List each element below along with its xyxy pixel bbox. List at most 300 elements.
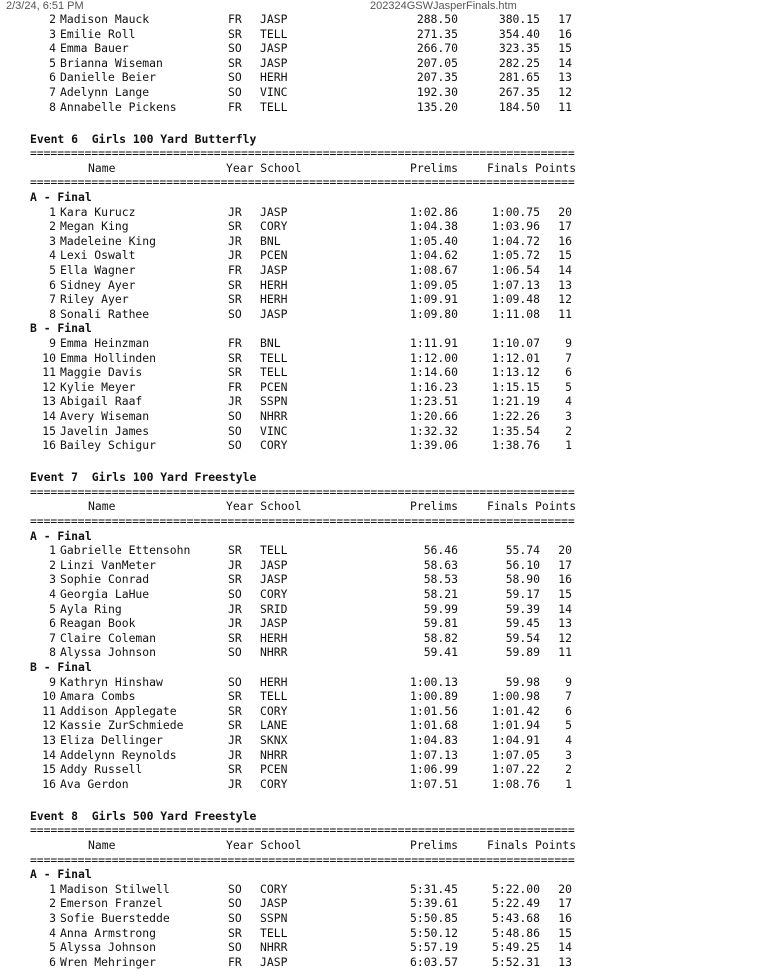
- place: 14: [42, 747, 56, 762]
- swimmer-name: Abigail Raaf: [60, 394, 143, 409]
- finals-time: 354.40: [498, 26, 540, 41]
- section-label-text: A - Final: [30, 190, 92, 205]
- school-code: PCEN: [260, 762, 288, 777]
- points: 15: [558, 586, 572, 601]
- finals-time: 1:12.01: [491, 350, 540, 365]
- swimmer-name: Riley Ayer: [60, 292, 129, 307]
- swimmer-name: Georgia LaHue: [60, 586, 150, 601]
- swimmer-year: JR: [228, 248, 242, 263]
- prelims-time: 5:39.61: [409, 896, 458, 911]
- col-year-school: Year School: [226, 160, 302, 175]
- finals-time: 1:38.76: [491, 438, 540, 453]
- swimmer-name: Megan King: [60, 219, 129, 234]
- event-title-text: Event 8 Girls 500 Yard Freestyle: [30, 808, 257, 823]
- place: 2: [49, 896, 56, 911]
- result-row: [0, 380, 768, 395]
- result-row: [0, 12, 768, 27]
- prelims-time: 1:23.51: [409, 394, 458, 409]
- prelims-time: 266.70: [416, 41, 458, 56]
- swimmer-name: Gabrielle Ettensohn: [60, 543, 191, 558]
- points: 13: [558, 70, 572, 85]
- spacer: [0, 791, 768, 809]
- prelims-time: 1:09.91: [409, 292, 458, 307]
- prelims-time: 288.50: [416, 12, 458, 26]
- school-code: JASP: [260, 616, 288, 631]
- swimmer-year: SO: [228, 84, 242, 99]
- prelims-time: 1:14.60: [409, 365, 458, 380]
- result-row: [0, 394, 768, 409]
- swimmer-year: JR: [228, 233, 242, 248]
- school-code: SKNX: [260, 732, 288, 747]
- place: 8: [49, 645, 56, 660]
- swimmer-year: JR: [228, 601, 242, 616]
- prelims-time: 1:04.62: [409, 248, 458, 263]
- result-row: [0, 602, 768, 617]
- finals-time: 1:21.19: [491, 394, 540, 409]
- finals-time: 1:11.08: [491, 306, 540, 321]
- prelims-time: 135.20: [416, 99, 458, 114]
- swimmer-name: Addison Applegate: [60, 703, 177, 718]
- prelims-time: 5:50.12: [409, 925, 458, 940]
- points: 9: [565, 674, 572, 689]
- separator-line: [0, 175, 768, 190]
- finals-time: 1:09.48: [491, 292, 540, 307]
- finals-time: 55.74: [505, 543, 540, 558]
- result-row: [0, 587, 768, 602]
- place: 4: [49, 248, 56, 263]
- swimmer-year: SO: [228, 586, 242, 601]
- school-code: TELL: [260, 925, 288, 940]
- swimmer-year: SO: [228, 423, 242, 438]
- result-row: [0, 292, 768, 307]
- swimmer-name: Javelin James: [60, 423, 150, 438]
- section-label-text: B - Final: [30, 659, 92, 674]
- finals-time: 323.35: [498, 41, 540, 56]
- result-row: [0, 631, 768, 646]
- separator: ================================================================================: [30, 484, 575, 499]
- prelims-time: 1:05.40: [409, 233, 458, 248]
- result-row: [0, 762, 768, 777]
- swimmer-year: SO: [228, 881, 242, 896]
- spacer: [0, 114, 768, 132]
- finals-time: 1:07.05: [491, 747, 540, 762]
- school-code: JASP: [260, 263, 288, 277]
- school-code: BNL: [260, 233, 281, 248]
- swimmer-name: Madison Mauck: [60, 12, 150, 26]
- prelims-time: 1:32.32: [409, 423, 458, 438]
- points: 6: [565, 703, 572, 718]
- finals-time: 59.45: [505, 616, 540, 631]
- place: 10: [42, 689, 56, 704]
- result-row: [0, 718, 768, 733]
- result-row: [0, 219, 768, 234]
- swimmer-year: SR: [228, 277, 242, 292]
- event-title: [0, 132, 768, 147]
- prelims-time: 5:57.19: [409, 940, 458, 955]
- swimmer-name: Kylie Meyer: [60, 379, 136, 394]
- school-code: TELL: [260, 365, 288, 380]
- swimmer-name: Kathryn Hinshaw: [60, 674, 163, 689]
- result-row: [0, 27, 768, 42]
- swimmer-name: Danielle Beier: [60, 70, 157, 85]
- finals-time: 1:10.07: [491, 335, 540, 350]
- swimmer-name: Alyssa Johnson: [60, 645, 157, 660]
- swimmer-name: Sophie Conrad: [60, 572, 150, 587]
- school-code: TELL: [260, 350, 288, 365]
- result-row: [0, 41, 768, 56]
- result-row: [0, 689, 768, 704]
- place: 1: [49, 881, 56, 896]
- prelims-time: 271.35: [416, 26, 458, 41]
- points: 13: [558, 954, 572, 969]
- result-row: [0, 558, 768, 573]
- school-code: TELL: [260, 26, 288, 41]
- swimmer-name: Eliza Dellinger: [60, 732, 163, 747]
- result-row: [0, 940, 768, 955]
- points: 17: [558, 557, 572, 572]
- result-row: [0, 882, 768, 897]
- result-row: [0, 424, 768, 439]
- result-row: [0, 234, 768, 249]
- place: 2: [49, 557, 56, 572]
- finals-time: 1:22.26: [491, 408, 540, 423]
- place: 4: [49, 925, 56, 940]
- points: 12: [558, 292, 572, 307]
- finals-time: 5:22.49: [491, 896, 540, 911]
- place: 1: [49, 204, 56, 219]
- swimmer-year: SR: [228, 26, 242, 41]
- place: 15: [42, 423, 56, 438]
- separator-line: [0, 485, 768, 500]
- swimmer-name: Avery Wiseman: [60, 408, 150, 423]
- finals-time: 59.54: [505, 630, 540, 645]
- school-code: NHRR: [260, 645, 288, 660]
- swimmer-year: JR: [228, 732, 242, 747]
- prelims-time: 207.35: [416, 70, 458, 85]
- swimmer-name: Emma Bauer: [60, 41, 129, 56]
- result-row: [0, 777, 768, 792]
- swimmer-name: Emerson Franzel: [60, 896, 163, 911]
- swimmer-year: FR: [228, 379, 242, 394]
- points: 1: [565, 438, 572, 453]
- prelims-time: 207.05: [416, 55, 458, 70]
- swimmer-year: SR: [228, 718, 242, 733]
- school-code: JASP: [260, 306, 288, 321]
- swimmer-name: Emma Heinzman: [60, 335, 150, 350]
- prelims-time: 1:20.66: [409, 408, 458, 423]
- points: 1: [565, 776, 572, 791]
- swimmer-year: SO: [228, 408, 242, 423]
- points: 5: [565, 718, 572, 733]
- col-prelims: Prelims: [409, 499, 458, 514]
- place: 5: [49, 940, 56, 955]
- finals-time: 1:06.54: [491, 263, 540, 277]
- prelims-time: 5:31.45: [409, 881, 458, 896]
- prelims-time: 1:00.13: [409, 674, 458, 689]
- prelims-time: 59.81: [423, 616, 458, 631]
- section-label: [0, 321, 768, 336]
- finals-time: 1:03.96: [491, 219, 540, 234]
- result-row: [0, 70, 768, 85]
- prelims-time: 1:07.51: [409, 776, 458, 791]
- swimmer-year: SO: [228, 910, 242, 925]
- swimmer-name: Addy Russell: [60, 762, 143, 777]
- place: 2: [49, 12, 56, 26]
- result-row: [0, 955, 768, 970]
- swimmer-year: JR: [228, 394, 242, 409]
- section-label: [0, 660, 768, 675]
- swimmer-year: JR: [228, 747, 242, 762]
- finals-time: 1:01.94: [491, 718, 540, 733]
- prelims-time: 58.82: [423, 630, 458, 645]
- place: 7: [49, 292, 56, 307]
- col-year-school: Year School: [226, 837, 302, 852]
- finals-time: 184.50: [498, 99, 540, 114]
- school-code: NHRR: [260, 747, 288, 762]
- place: 6: [49, 70, 56, 85]
- place: 10: [42, 350, 56, 365]
- result-row: [0, 100, 768, 115]
- swimmer-name: Amara Combs: [60, 689, 136, 704]
- place: 3: [49, 572, 56, 587]
- event-title: [0, 470, 768, 485]
- prelims-time: 1:00.89: [409, 689, 458, 704]
- place: 1: [49, 543, 56, 558]
- points: 5: [565, 379, 572, 394]
- swimmer-year: SR: [228, 543, 242, 558]
- separator: ================================================================================: [30, 852, 575, 867]
- section-label-text: A - Final: [30, 528, 92, 543]
- separator: ================================================================================: [30, 146, 575, 161]
- swimmer-year: JR: [228, 557, 242, 572]
- prelims-time: 58.63: [423, 557, 458, 572]
- result-row: [0, 351, 768, 366]
- result-row: [0, 365, 768, 380]
- swimmer-name: Linzi VanMeter: [60, 557, 157, 572]
- place: 2: [49, 219, 56, 234]
- separator: ================================================================================: [30, 823, 575, 838]
- section-label-text: B - Final: [30, 321, 92, 336]
- points: 3: [565, 408, 572, 423]
- place: 8: [49, 306, 56, 321]
- swimmer-name: Maggie Davis: [60, 365, 143, 380]
- spacer: [0, 453, 768, 471]
- col-name: Name: [88, 837, 116, 852]
- points: 12: [558, 84, 572, 99]
- school-code: HERH: [260, 630, 288, 645]
- swimmer-name: Ava Gerdon: [60, 776, 129, 791]
- swimmer-name: Alyssa Johnson: [60, 940, 157, 955]
- school-code: JASP: [260, 204, 288, 219]
- finals-time: 1:35.54: [491, 423, 540, 438]
- swimmer-year: SR: [228, 219, 242, 234]
- print-header: [0, 0, 768, 12]
- place: 14: [42, 408, 56, 423]
- points: 16: [558, 572, 572, 587]
- school-code: SSPN: [260, 394, 288, 409]
- col-prelims: Prelims: [409, 160, 458, 175]
- column-header: [0, 499, 768, 514]
- points: 13: [558, 277, 572, 292]
- place: 5: [49, 55, 56, 70]
- swimmer-name: Kara Kurucz: [60, 204, 136, 219]
- finals-time: 59.39: [505, 601, 540, 616]
- points: 14: [558, 601, 572, 616]
- swimmer-year: SR: [228, 689, 242, 704]
- result-row: [0, 748, 768, 763]
- points: 9: [565, 335, 572, 350]
- place: 11: [42, 365, 56, 380]
- prelims-time: 1:11.91: [409, 335, 458, 350]
- place: 16: [42, 438, 56, 453]
- finals-time: 1:00.98: [491, 689, 540, 704]
- finals-time: 281.65: [498, 70, 540, 85]
- swimmer-year: JR: [228, 776, 242, 791]
- school-code: CORY: [260, 586, 288, 601]
- swimmer-year: JR: [228, 616, 242, 631]
- finals-time: 59.17: [505, 586, 540, 601]
- school-code: CORY: [260, 776, 288, 791]
- school-code: SSPN: [260, 910, 288, 925]
- finals-time: 5:48.86: [491, 925, 540, 940]
- finals-time: 1:07.22: [491, 762, 540, 777]
- points: 14: [558, 940, 572, 955]
- prelims-time: 1:08.67: [409, 263, 458, 277]
- swimmer-year: SR: [228, 365, 242, 380]
- points: 14: [558, 55, 572, 70]
- prelims-time: 58.53: [423, 572, 458, 587]
- prelims-time: 1:01.56: [409, 703, 458, 718]
- swimmer-year: SO: [228, 645, 242, 660]
- school-code: CORY: [260, 881, 288, 896]
- prelims-time: 1:06.99: [409, 762, 458, 777]
- swimmer-year: JR: [228, 204, 242, 219]
- swimmer-name: Emma Hollinden: [60, 350, 157, 365]
- school-code: JASP: [260, 55, 288, 70]
- swimmer-name: Wren Mehringer: [60, 954, 157, 969]
- school-code: BNL: [260, 335, 281, 350]
- prelims-time: 1:09.05: [409, 277, 458, 292]
- swimmer-name: Bailey Schigur: [60, 438, 157, 453]
- school-code: TELL: [260, 99, 288, 114]
- school-code: TELL: [260, 543, 288, 558]
- finals-time: 5:22.00: [491, 881, 540, 896]
- separator-line: [0, 823, 768, 838]
- place: 8: [49, 99, 56, 114]
- place: 7: [49, 84, 56, 99]
- points: 2: [565, 762, 572, 777]
- points: 16: [558, 910, 572, 925]
- section-label: [0, 190, 768, 205]
- result-row: [0, 278, 768, 293]
- swimmer-year: FR: [228, 12, 242, 26]
- prelims-time: 58.21: [423, 586, 458, 601]
- result-row: [0, 336, 768, 351]
- swimmer-year: SR: [228, 350, 242, 365]
- swimmer-name: Lexi Oswalt: [60, 248, 136, 263]
- points: 14: [558, 263, 572, 277]
- prelims-time: 1:07.13: [409, 747, 458, 762]
- swimmer-name: Ayla Ring: [60, 601, 122, 616]
- school-code: JASP: [260, 954, 288, 969]
- swimmer-name: Reagan Book: [60, 616, 136, 631]
- swimmer-year: SO: [228, 70, 242, 85]
- finals-time: 1:01.42: [491, 703, 540, 718]
- finals-time: 5:43.68: [491, 910, 540, 925]
- print-date: 2/3/24, 6:51 PM: [6, 0, 84, 12]
- place: 3: [49, 233, 56, 248]
- finals-time: 267.35: [498, 84, 540, 99]
- result-row: [0, 911, 768, 926]
- swimmer-year: SR: [228, 703, 242, 718]
- result-row: [0, 926, 768, 941]
- prelims-time: 1:02.86: [409, 204, 458, 219]
- prelims-time: 1:16.23: [409, 379, 458, 394]
- finals-time: 1:00.75: [491, 204, 540, 219]
- result-row: [0, 248, 768, 263]
- place: 11: [42, 703, 56, 718]
- points: 15: [558, 925, 572, 940]
- finals-time: 5:52.31: [491, 954, 540, 969]
- points: 20: [558, 204, 572, 219]
- prelims-time: 1:04.38: [409, 219, 458, 234]
- points: 11: [558, 99, 572, 114]
- school-code: PCEN: [260, 248, 288, 263]
- points: 16: [558, 26, 572, 41]
- finals-time: 1:07.13: [491, 277, 540, 292]
- points: 15: [558, 41, 572, 56]
- finals-time: 56.10: [505, 557, 540, 572]
- swimmer-year: FR: [228, 335, 242, 350]
- column-header: [0, 161, 768, 176]
- points: 7: [565, 689, 572, 704]
- prelims-time: 1:12.00: [409, 350, 458, 365]
- result-row: [0, 704, 768, 719]
- swimmer-name: Brianna Wiseman: [60, 55, 163, 70]
- points: 4: [565, 732, 572, 747]
- school-code: HERH: [260, 674, 288, 689]
- finals-time: 59.98: [505, 674, 540, 689]
- col-year-school: Year School: [226, 499, 302, 514]
- place: 12: [42, 718, 56, 733]
- results-document: [0, 12, 768, 969]
- school-code: LANE: [260, 718, 288, 733]
- points: 3: [565, 747, 572, 762]
- event-title: [0, 809, 768, 824]
- place: 6: [49, 616, 56, 631]
- school-code: HERH: [260, 292, 288, 307]
- swimmer-name: Addelynn Reynolds: [60, 747, 177, 762]
- points: 12: [558, 630, 572, 645]
- finals-time: 282.25: [498, 55, 540, 70]
- result-row: [0, 205, 768, 220]
- swimmer-name: Adelynn Lange: [60, 84, 150, 99]
- place: 3: [49, 910, 56, 925]
- swimmer-name: Annabelle Pickens: [60, 99, 177, 114]
- points: 4: [565, 394, 572, 409]
- place: 13: [42, 732, 56, 747]
- separator-line: [0, 514, 768, 529]
- finals-time: 1:08.76: [491, 776, 540, 791]
- prelims-time: 1:04.83: [409, 732, 458, 747]
- swimmer-year: SR: [228, 925, 242, 940]
- school-code: CORY: [260, 219, 288, 234]
- section-label: [0, 867, 768, 882]
- result-row: [0, 645, 768, 660]
- school-code: NHRR: [260, 940, 288, 955]
- place: 7: [49, 630, 56, 645]
- swimmer-name: Madeleine King: [60, 233, 157, 248]
